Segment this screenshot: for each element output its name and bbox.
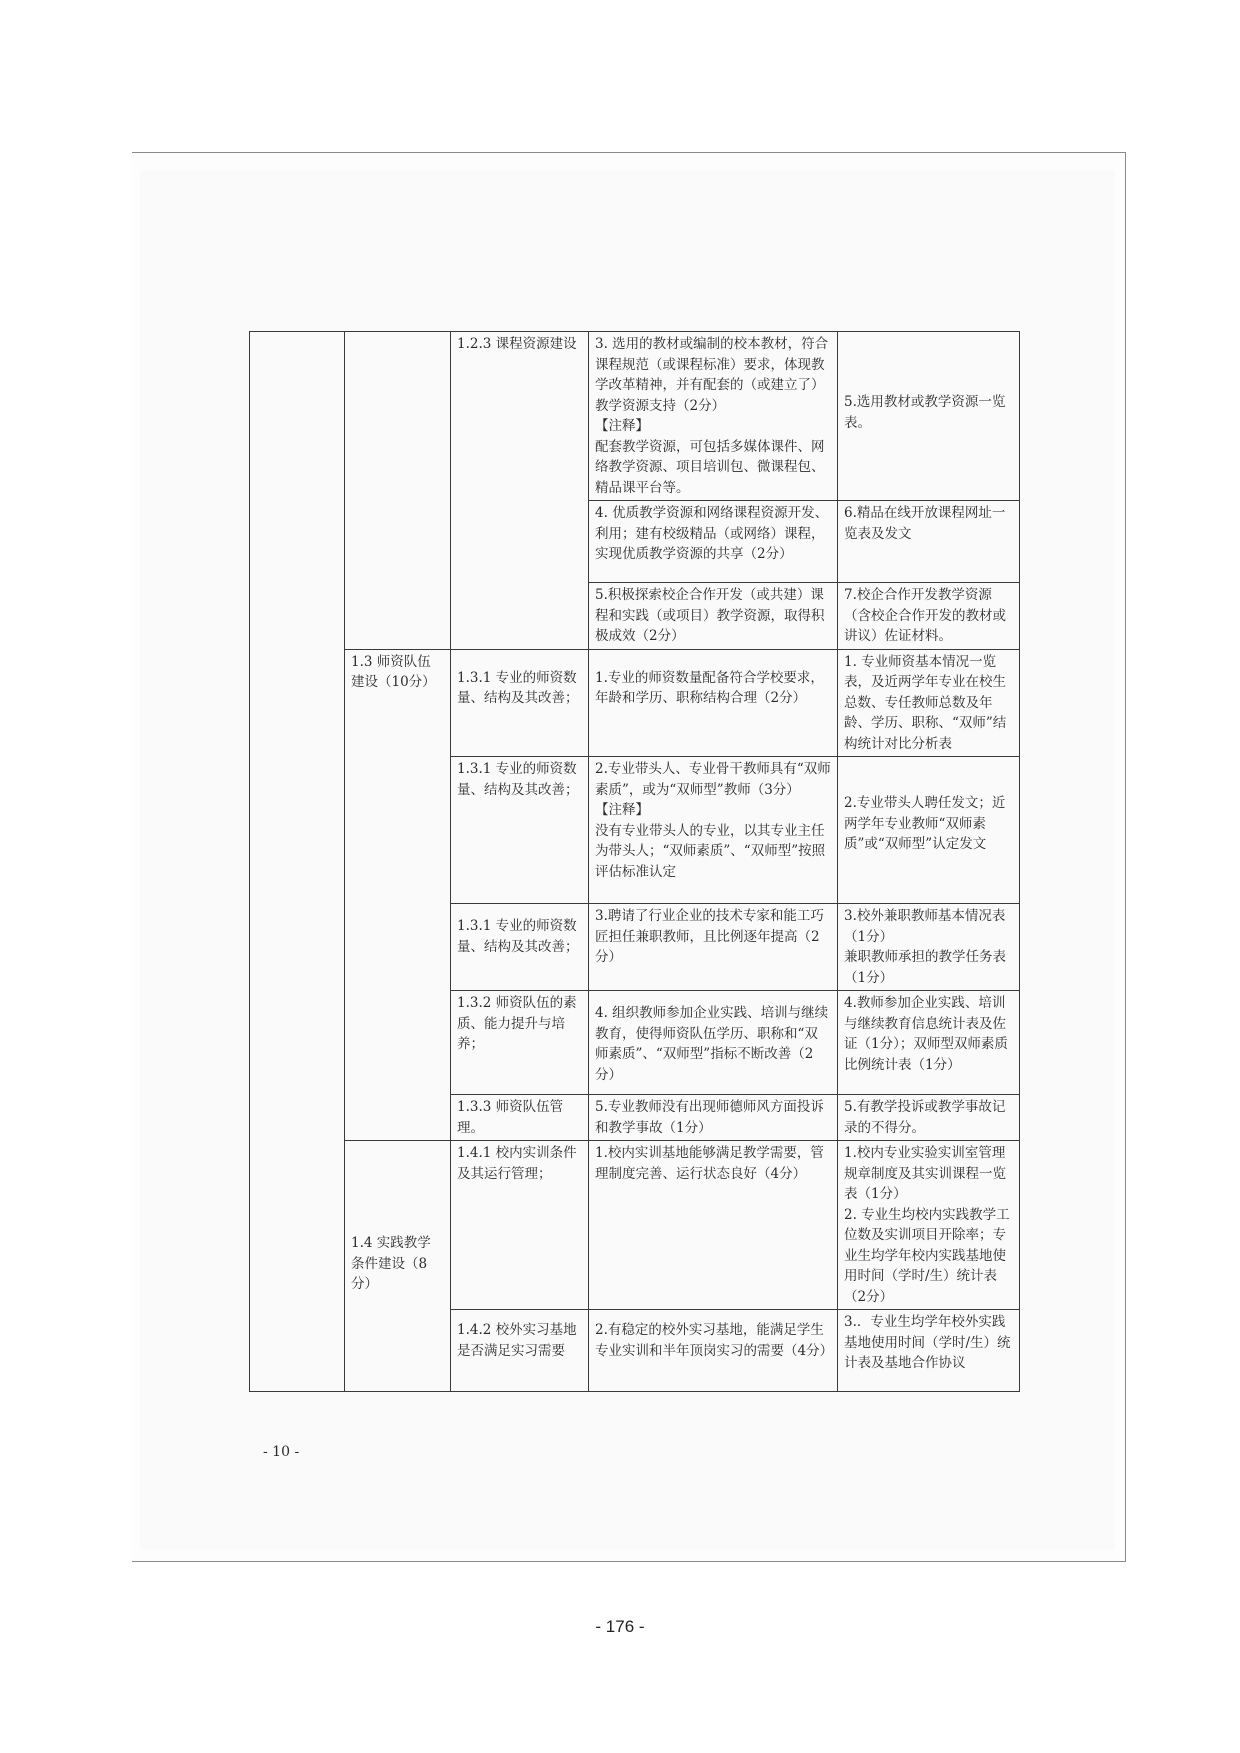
note-text: 没有专业带头人的专业，以其专业主任为带头人；“双师素质”、“双师型”按照评估标准认定	[595, 822, 826, 880]
sub-item-cell	[451, 1310, 589, 1392]
standard-cell	[589, 757, 838, 904]
evidence-text: 3.校外兼职教师基本情况表（1分）	[844, 908, 1006, 945]
standard-text: 1.专业的师资数量配备符合学校要求，年龄和学历、职称结构合理（2分）	[595, 669, 824, 706]
evidence-cell	[838, 1095, 1020, 1141]
table-row	[250, 332, 1020, 501]
standard-cell	[589, 1095, 838, 1141]
standard-cell	[589, 904, 838, 991]
standard-cell	[589, 991, 838, 1095]
evidence-text: 2.专业带头人聘任发文；近两学年专业教师“双师素质”或“双师型”认定发文	[844, 795, 1006, 852]
sub-item-cell	[451, 757, 589, 904]
standard-text: 4. 优质教学资源和网络课程资源开发、利用；建有校级精品（或网络）课程，实现优质教学资源的共享（2分）	[595, 505, 829, 562]
standard-cell	[589, 649, 838, 757]
note-label: 【注释】	[595, 802, 649, 818]
evidence-text: 5.选用教材或教学资源一览表。	[844, 394, 1006, 431]
evidence-cell	[838, 1141, 1020, 1310]
standard-text: 1.校内实训基地能够满足教学需要，管理制度完善、运行状态良好（4分）	[595, 1145, 824, 1182]
evidence-cell	[838, 757, 1020, 904]
sub-item-cell	[451, 332, 589, 650]
category-text: 1.3 师资队伍建设（10分）	[351, 653, 436, 690]
sub-item-cell	[451, 904, 589, 991]
evidence-cell	[838, 904, 1020, 991]
sub-item-text: 1.3.1 专业的师资数量、结构及其改善；	[457, 761, 579, 798]
standard-text: 3.聘请了行业企业的技术专家和能工巧匠担任兼职教师，且比例逐年提高（2分）	[595, 908, 824, 965]
standard-text: 2.有稳定的校外实习基地，能满足学生专业实训和半年顶岗实习的需要（4分）	[595, 1322, 834, 1359]
category-cell	[345, 1141, 451, 1392]
evidence-text: 1. 专业师资基本情况一览表，及近两学年专业在校生总数、专任教师总数及年龄、学历、职称、“双师”结构统计对比分析表	[844, 653, 1007, 752]
standard-cell	[589, 1141, 838, 1310]
sub-item-text: 1.3.1 专业的师资数量、结构及其改善；	[457, 918, 579, 955]
table-row	[250, 649, 1020, 757]
evidence-text: 7.校企合作开发教学资源（含校企合作开发的教材或讲议）佐证材料。	[844, 587, 1006, 644]
evidence-cell	[838, 991, 1020, 1095]
evidence-text: 6.精品在线开放课程网址一览表及发文	[844, 505, 1006, 542]
sub-item-text: 1.3.1 专业的师资数量、结构及其改善；	[457, 669, 579, 706]
evidence-cell	[838, 649, 1020, 757]
sub-item-cell	[451, 1141, 589, 1310]
standard-cell	[589, 1310, 838, 1392]
evidence-text: 4.教师参加企业实践、培训与继续教育信息统计表及佐证（1分）；双师型双师素质比例统计表（1分）	[844, 995, 1008, 1073]
standard-text: 2.专业带头人、专业骨干教师具有“双师素质”，或为“双师型”教师（3分）	[595, 761, 831, 798]
inner-page-number: - 10 -	[263, 1444, 300, 1460]
standard-text: 5.积极探索校企合作开发（或共建）课程和实践（或项目）教学资源，取得积极成效（2分）	[595, 587, 825, 644]
evidence-text: 5.有教学投诉或教学事故记录的不得分。	[844, 1099, 1006, 1136]
standard-cell	[589, 332, 838, 501]
evidence-text: 1.校内专业实验实训室管理规章制度及其实训课程一览表（1分）	[844, 1145, 1006, 1202]
evidence-cell	[838, 332, 1020, 501]
evaluation-table	[249, 331, 1020, 1392]
sub-item-text: 1.4.1 校内实训条件及其运行管理；	[457, 1145, 577, 1182]
evidence-text-2: 兼职教师承担的教学任务表（1分）	[844, 949, 1006, 986]
outer-page-number: - 176 -	[595, 1617, 645, 1636]
category-column-blank	[250, 332, 345, 1392]
standard-text: 5.专业教师没有出现师德师风方面投诉和教学事故（1分）	[595, 1099, 824, 1136]
note-text: 配套教学资源，可包括多媒体课件、网络教学资源、项目培训包、微课程包、精品课平台等。	[595, 438, 825, 496]
sub-item-cell	[451, 991, 589, 1095]
evidence-cell	[838, 501, 1020, 583]
sub-item-cell	[451, 1095, 589, 1141]
category-cell	[345, 649, 451, 1141]
sub-item-text: 1.3.3 师资队伍管理。	[457, 1099, 564, 1136]
standard-cell	[589, 501, 838, 583]
sub-item-text: 1.3.2 师资队伍的素质、能力提升与培养；	[457, 995, 577, 1052]
standard-cell	[589, 583, 838, 650]
table-row	[250, 1141, 1020, 1310]
category-cell-blank	[345, 332, 451, 650]
sub-item-cell	[451, 649, 589, 757]
sub-item-text: 1.2.3 课程资源建设	[457, 336, 577, 352]
standard-text: 4. 组织教师参加企业实践、培训与继续教育，使得师资队伍学历、职称和“双师素质”、“双师型”指标不断改善（2分）	[595, 1005, 829, 1083]
evidence-text-2: 2. 专业生均校内实践教学工位数及实训项目开除率；专业生均学年校内实践基地使用时间（学时/生）统计表 （2分）	[844, 1206, 1011, 1305]
evidence-cell	[838, 583, 1020, 650]
evidence-text: 3.．专业生均学年校外实践基地使用时间（学时/生）统计表及基地合作协议	[844, 1314, 1011, 1371]
sub-item-text: 1.4.2 校外实习基地是否满足实习需要	[457, 1322, 577, 1359]
category-text: 1.4 实践教学条件建设（8分）	[351, 1235, 431, 1292]
note-label: 【注释】	[595, 418, 649, 434]
evidence-cell	[838, 1310, 1020, 1392]
standard-text: 3. 选用的教材或编制的校本教材，符合课程规范（或课程标准）要求，体现教学改革精神，并有配套的（或建立了）教学资源支持（2分）	[595, 336, 829, 414]
